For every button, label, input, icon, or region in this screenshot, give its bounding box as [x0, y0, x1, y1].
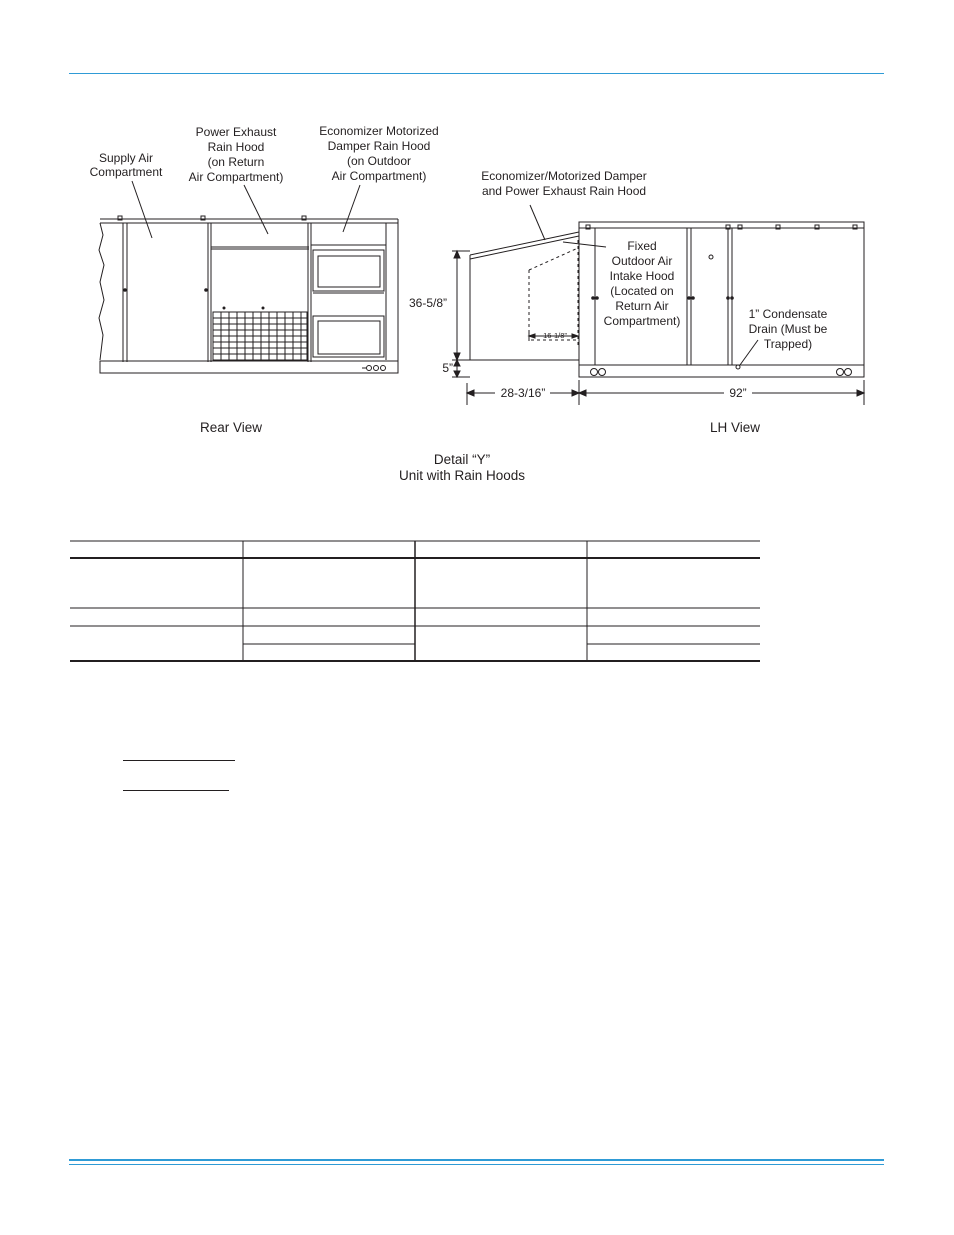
callout-fixed-5: Return Air — [615, 299, 669, 313]
callout-power-exhaust-1: Power Exhaust — [195, 125, 277, 139]
callout-power-exhaust-4: Air Compartment) — [188, 170, 284, 184]
callout-economizer-2: Damper Rain Hood — [327, 139, 431, 153]
dim-height: 36-5/8” — [408, 296, 447, 310]
dim-base: 5” — [442, 361, 453, 375]
callout-fixed-1: Fixed — [627, 239, 657, 253]
callout-supply-air-1: Supply Air — [98, 151, 154, 165]
callout-condensate-1: 1” Condensate — [748, 307, 828, 321]
dim-overhang: 28-3/16” — [500, 386, 546, 400]
footer-rule — [69, 1159, 884, 1161]
callout-supply-air-2: Compartment — [89, 165, 163, 179]
callout-econ-exhaust-1: Economizer/Motorized Damper — [481, 169, 647, 183]
callout-fixed-4: (Located on — [610, 284, 674, 298]
dim-hood-depth: 16-1/8” — [543, 331, 567, 340]
callout-fixed-3: Intake Hood — [609, 269, 675, 283]
detail-title: Detail “Y” — [433, 452, 491, 467]
blank-field-line — [123, 790, 229, 791]
spec-table — [70, 541, 760, 661]
callout-economizer-4: Air Compartment) — [331, 169, 427, 183]
callout-fixed-2: Outdoor Air — [611, 254, 673, 268]
callout-power-exhaust-3: (on Return — [207, 155, 265, 169]
callout-econ-exhaust-2: and Power Exhaust Rain Hood — [481, 184, 647, 198]
dim-unit-length: 92” — [729, 386, 747, 400]
caption-lh-view: LH View — [709, 420, 761, 435]
rear-view-unit — [99, 216, 398, 373]
footer-rule-thin — [69, 1164, 884, 1165]
callout-economizer-1: Economizer Motorized — [319, 124, 439, 138]
callout-power-exhaust-2: Rain Hood — [207, 140, 265, 154]
callout-economizer-3: (on Outdoor — [346, 154, 412, 168]
callout-condensate-3: Trapped) — [763, 337, 813, 351]
caption-rear-view: Rear View — [199, 420, 263, 435]
callout-condensate-2: Drain (Must be — [748, 322, 828, 336]
blank-field-line — [123, 760, 235, 761]
detail-subtitle: Unit with Rain Hoods — [398, 468, 526, 483]
callout-fixed-6: Compartment) — [603, 314, 681, 328]
